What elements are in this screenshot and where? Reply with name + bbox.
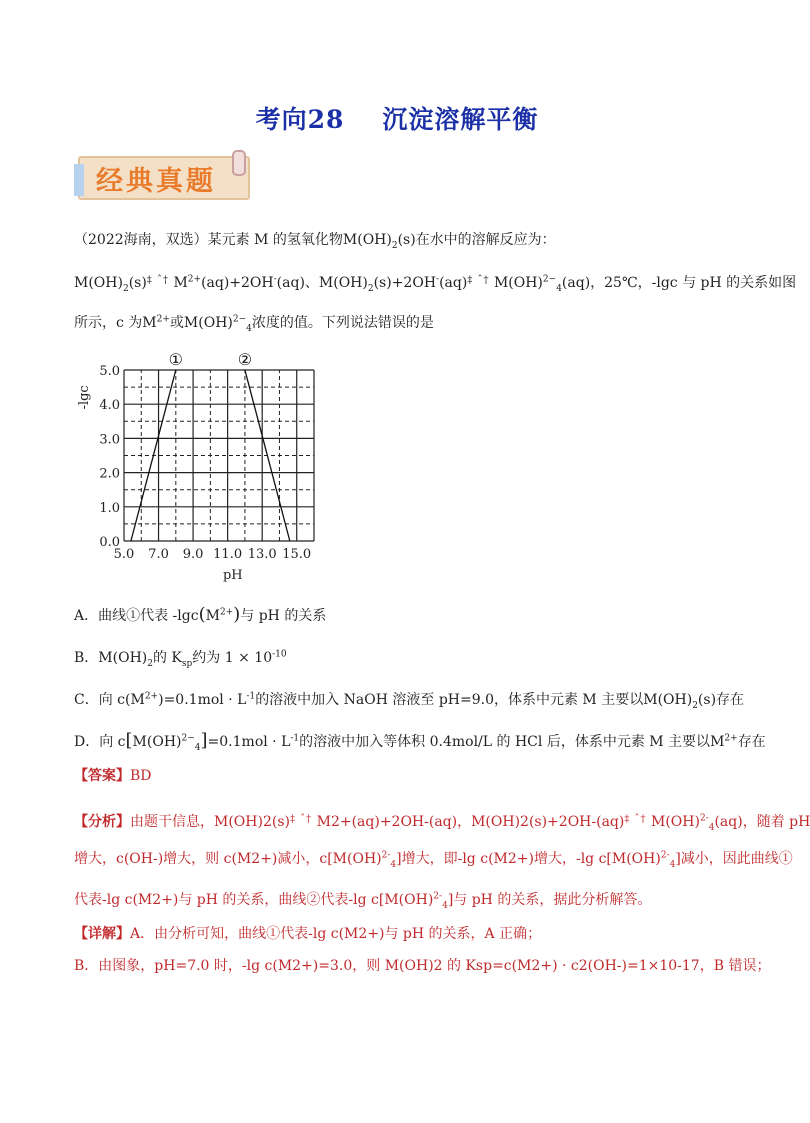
series-label: ① xyxy=(168,350,183,369)
chart xyxy=(72,350,332,590)
question-source: （2022海南，双选） xyxy=(74,232,208,248)
equilibrium-arrow-icon: ‡ ˆ† xyxy=(467,275,490,286)
x-tick-label: 9.0 xyxy=(182,547,204,562)
paren: ( xyxy=(198,604,206,625)
charge: 2+ xyxy=(156,314,170,325)
analysis-tag: 【分析】 xyxy=(74,814,130,830)
stem-text: 或 xyxy=(169,315,184,331)
banner-tab xyxy=(74,164,84,196)
analysis-text: 增大，c(OH-)增大，则 c(M2+)减小，c[M(OH) xyxy=(74,851,382,867)
detail-line-1 xyxy=(74,924,541,944)
charge: 2− xyxy=(232,314,247,325)
formula: M(OH) xyxy=(643,692,693,708)
charge: 2- xyxy=(660,850,670,861)
option-text: 约为 1 × 10 xyxy=(192,650,273,666)
option-d: D．向 $c[M(OH)^{2-}_4]=0.1mol \cdot L^{-1}$的溶液中加入等体积 0.4mol/L 的 HCl 后，体系中元素 M 主要以$M^{2+}$存在 xyxy=(74,730,766,753)
option-text: 存在 xyxy=(716,692,745,708)
formula-sub: 2 xyxy=(367,283,374,294)
option-text: =0.1mol · L xyxy=(163,692,247,708)
formula-sub: 2 xyxy=(391,240,398,251)
eq-text: (aq)，25℃，-lgc 与 pH 的关系如图 xyxy=(561,275,797,291)
charge: 2+ xyxy=(219,607,234,618)
detail-line-2 xyxy=(74,956,770,976)
paperclip-icon xyxy=(232,150,246,176)
ion: M xyxy=(142,315,157,331)
stem-text: 在水中的溶解反应为： xyxy=(415,232,556,248)
x-tick-label: 15.0 xyxy=(282,547,312,562)
formula: M(OH) xyxy=(74,275,123,291)
y-tick-label: 1.0 xyxy=(99,500,120,516)
option-b xyxy=(74,648,287,668)
answer-value: BD xyxy=(130,768,152,784)
exponent: -10 xyxy=(272,649,287,660)
y-tick-label: 5.0 xyxy=(99,364,120,379)
stem-text: 浓度的值。下列说法错误的是 xyxy=(251,315,434,331)
ion: M xyxy=(130,692,145,708)
charge: 2+ xyxy=(187,274,202,285)
detail-tag: 【详解】 xyxy=(74,926,130,942)
y-axis-label: -lgc xyxy=(77,385,92,410)
complex-ion: M(OH) xyxy=(183,315,233,331)
analysis-line-2 xyxy=(74,849,793,869)
state: (s) xyxy=(697,692,717,708)
formula-sub: 4 xyxy=(390,859,397,870)
question-line-2 xyxy=(74,271,796,293)
option-text: =0.1mol · L xyxy=(207,734,291,750)
formula-sub: 4 xyxy=(708,822,715,833)
y-tick-label: 3.0 xyxy=(99,432,120,448)
x-tick-label: 5.0 xyxy=(113,547,135,562)
detail-text: B．由图象，pH=7.0 时，-lg c(M2+)=3.0，则 M(OH)2 的 Ksp=c(M2+) · c2(OH-)=1×10-17，B 错误； xyxy=(74,958,771,974)
option-text: 的溶液中加入等体积 0.4mol/L 的 HCl 后，体系中元素 M 主要以 xyxy=(299,734,711,750)
detail-text: A．由分析可知，曲线①代表-lg c(M2+)与 pH 的关系，A 正确； xyxy=(130,926,542,942)
analysis-line-1 xyxy=(74,810,810,832)
option-text: 的溶液中加入 NaOH 溶液至 pH=9.0，体系中元素 M 主要以 xyxy=(255,692,644,708)
charge: - xyxy=(436,274,440,285)
series-label: ② xyxy=(237,350,253,369)
exponent: -1 xyxy=(246,691,256,702)
formula-sub: 4 xyxy=(669,859,676,870)
y-tick-label: 0.0 xyxy=(99,535,120,550)
charge: 2- xyxy=(699,813,709,824)
eq-text: (aq) xyxy=(439,275,468,291)
topic-number: 考向28 xyxy=(255,105,345,134)
charge: 2− xyxy=(542,274,557,285)
x-axis-label: pH xyxy=(222,568,243,583)
ion: M xyxy=(173,275,188,291)
formula: M(OH) xyxy=(318,275,368,291)
ion: M xyxy=(710,734,725,750)
answer-tag: 【答案】 xyxy=(74,768,130,784)
question-line-1 xyxy=(74,230,556,250)
ksp-sub: sp xyxy=(181,658,193,669)
charge: 2+ xyxy=(144,691,159,702)
analysis-text: (aq)，随着 pH xyxy=(714,814,810,830)
option-text: B． xyxy=(74,650,99,666)
answer-line xyxy=(74,766,152,786)
option-text: D．向 c xyxy=(74,734,126,750)
option-a xyxy=(74,605,326,626)
state: (s) xyxy=(373,275,392,291)
option-c xyxy=(74,690,744,710)
analysis-text: M2+(aq)+2OH-(aq)，M(OH)2(s)+2OH-(aq) xyxy=(316,814,625,830)
eq-text: (aq)+2OH xyxy=(201,275,274,291)
charge: 2- xyxy=(381,850,391,861)
question-line-3 xyxy=(74,313,434,333)
analysis-line-3 xyxy=(74,890,651,910)
x-tick-label: 13.0 xyxy=(247,547,277,562)
page-title xyxy=(0,100,794,136)
equilibrium-arrow-icon: ‡ ˆ† xyxy=(146,275,169,286)
section-banner xyxy=(74,150,254,200)
analysis-text: ]减小，因此曲线① xyxy=(675,851,793,867)
formula-sub: 4 xyxy=(194,742,201,753)
equilibrium-arrow-icon: ‡ ˆ† xyxy=(289,814,313,825)
formula-sub: 2 xyxy=(122,283,129,294)
analysis-text: 由题干信息，M(OH)2(s) xyxy=(130,814,290,830)
charge: 2+ xyxy=(724,733,738,744)
stem-text: 所示，c 为 xyxy=(74,315,143,331)
formula-sub: 2 xyxy=(692,700,698,711)
option-text: 的 K xyxy=(152,650,182,666)
option-text: 与 pH 的关系 xyxy=(240,608,327,624)
analysis-text: 代表-lg c(M2+)与 pH 的关系，曲线②代表-lg c[M(OH) xyxy=(74,892,434,908)
state: (s) xyxy=(128,275,147,291)
formula-sub: 4 xyxy=(556,283,562,294)
banner-text: 经典真题 xyxy=(96,166,216,197)
formula-sub: 2 xyxy=(147,658,153,669)
formula: M(OH) xyxy=(98,650,148,666)
complex-ion: M(OH) xyxy=(493,275,543,291)
charge: - xyxy=(273,274,277,285)
charge: 2− xyxy=(181,733,195,744)
formula-sub: 4 xyxy=(246,323,252,334)
option-text: 存在 xyxy=(737,734,766,750)
topic-title: 沉淀溶解平衡 xyxy=(382,105,539,134)
y-tick-label: 2.0 xyxy=(99,466,120,482)
charge: 2- xyxy=(433,891,443,902)
formula-sub: 4 xyxy=(442,900,448,911)
paren: ) xyxy=(233,604,241,625)
equilibrium-arrow-icon: ‡ ˆ† xyxy=(624,814,647,825)
analysis-text: M(OH) xyxy=(651,814,700,830)
analysis-text: ]增大，即-lg c(M2+)增大，-lg c[M(OH) xyxy=(396,851,661,867)
state: (s) xyxy=(397,232,416,248)
exponent: -1 xyxy=(290,733,300,744)
option-text: C．向 c xyxy=(74,692,126,708)
y-tick-label: 4.0 xyxy=(99,398,120,414)
ion: M xyxy=(205,608,220,624)
paren: ( xyxy=(125,692,131,708)
x-tick-label: 11.0 xyxy=(213,547,243,562)
option-text: A．曲线①代表 -lgc xyxy=(74,608,199,624)
paren: ) xyxy=(158,692,164,708)
stem-text: 某元素 M 的氢氧化物 xyxy=(207,232,343,248)
eq-text: +2OH xyxy=(391,275,437,291)
x-tick-label: 7.0 xyxy=(148,547,169,562)
complex-ion: M(OH) xyxy=(132,734,182,750)
formula: M(OH) xyxy=(342,232,392,248)
eq-text: (aq)、 xyxy=(276,275,319,291)
analysis-text: ]与 pH 的关系，据此分析解答。 xyxy=(447,892,652,908)
